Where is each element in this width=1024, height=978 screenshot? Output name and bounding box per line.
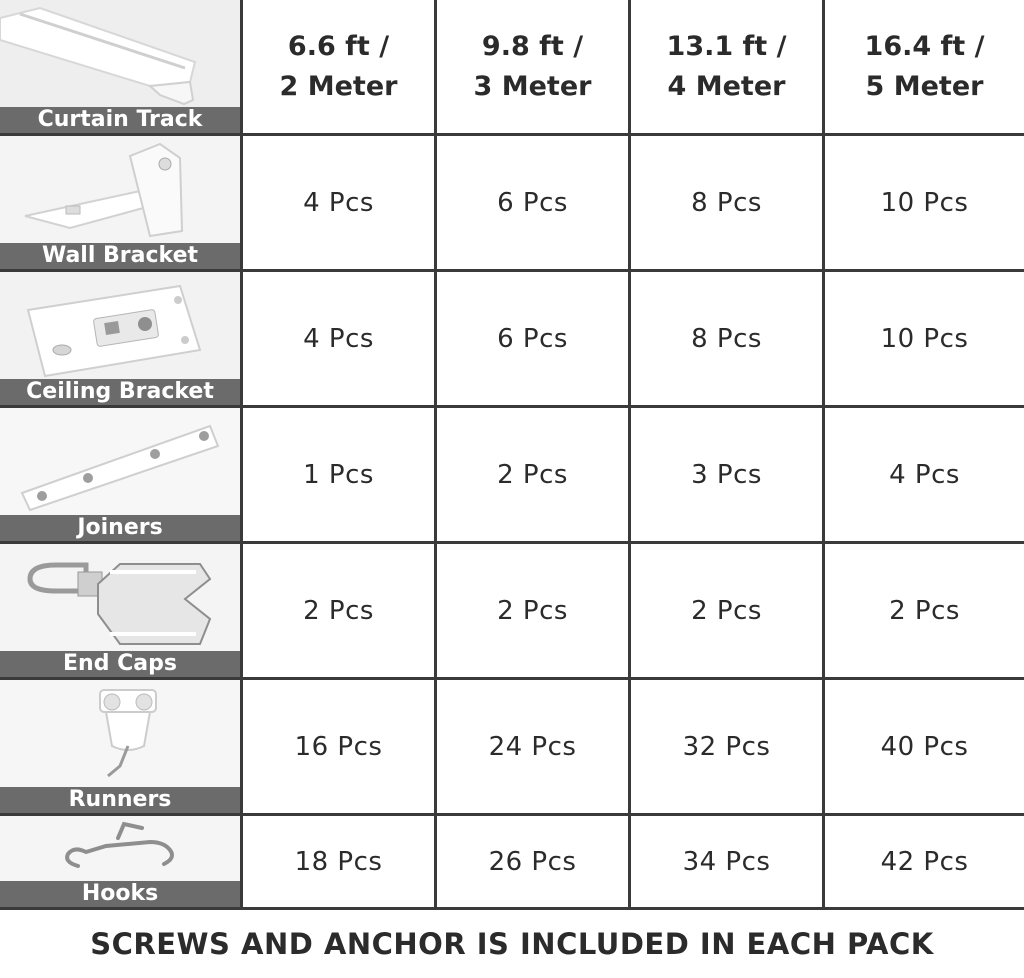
length-feet: 16.4 ft / [864,30,985,62]
qty-cell: 8 Pcs [631,272,825,408]
length-header-5m [825,0,1024,136]
length-header-3m [437,0,631,136]
qty-cell: 1 Pcs [243,408,437,544]
qty-cell: 10 Pcs [825,272,1024,408]
length-meter: 3 Meter [473,70,592,102]
qty-cell: 2 Pcs [825,544,1024,680]
qty-cell: 2 Pcs [243,544,437,680]
qty-cell: 40 Pcs [825,680,1024,816]
footer-note: SCREWS AND ANCHOR IS INCLUDED IN EACH PACK [90,927,934,961]
qty-cell: 4 Pcs [243,136,437,272]
length-meter: 2 Meter [279,70,398,102]
length-feet: 13.1 ft / [666,30,787,62]
qty-cell: 4 Pcs [825,408,1024,544]
item-label: Runners [0,787,240,813]
item-label: Curtain Track [0,107,240,133]
hook-icon [0,816,243,884]
row-runners-item [0,680,243,816]
wall-bracket-icon [0,136,243,246]
qty-cell: 4 Pcs [243,272,437,408]
item-label: End Caps [0,651,240,677]
row-ceiling-bracket-item [0,272,243,408]
length-feet: 9.8 ft / [481,30,584,62]
length-header-4m [631,0,825,136]
joiner-icon [0,408,243,518]
qty-cell: 26 Pcs [437,816,631,910]
row-curtain-track-item [0,0,243,136]
qty-cell: 10 Pcs [825,136,1024,272]
item-label: Hooks [0,881,240,907]
row-wall-bracket-item [0,136,243,272]
length-header-2m [243,0,437,136]
qty-cell: 2 Pcs [437,544,631,680]
qty-cell: 3 Pcs [631,408,825,544]
qty-cell: 42 Pcs [825,816,1024,910]
qty-cell: 6 Pcs [437,136,631,272]
qty-cell: 32 Pcs [631,680,825,816]
row-end-caps-item [0,544,243,680]
item-label: Joiners [0,515,240,541]
qty-cell: 16 Pcs [243,680,437,816]
qty-cell: 2 Pcs [631,544,825,680]
item-label: Wall Bracket [0,243,240,269]
row-hooks-item [0,816,243,910]
qty-cell: 18 Pcs [243,816,437,910]
curtain-track-icon [0,0,243,110]
qty-cell: 6 Pcs [437,272,631,408]
runner-icon [0,680,243,790]
qty-cell: 8 Pcs [631,136,825,272]
row-joiners-item [0,408,243,544]
qty-cell: 24 Pcs [437,680,631,816]
end-cap-icon [0,544,243,654]
ceiling-bracket-icon [0,272,243,382]
qty-cell: 2 Pcs [437,408,631,544]
length-meter: 5 Meter [865,70,984,102]
item-label: Ceiling Bracket [0,379,240,405]
length-feet: 6.6 ft / [287,30,390,62]
qty-cell: 34 Pcs [631,816,825,910]
length-meter: 4 Meter [667,70,786,102]
